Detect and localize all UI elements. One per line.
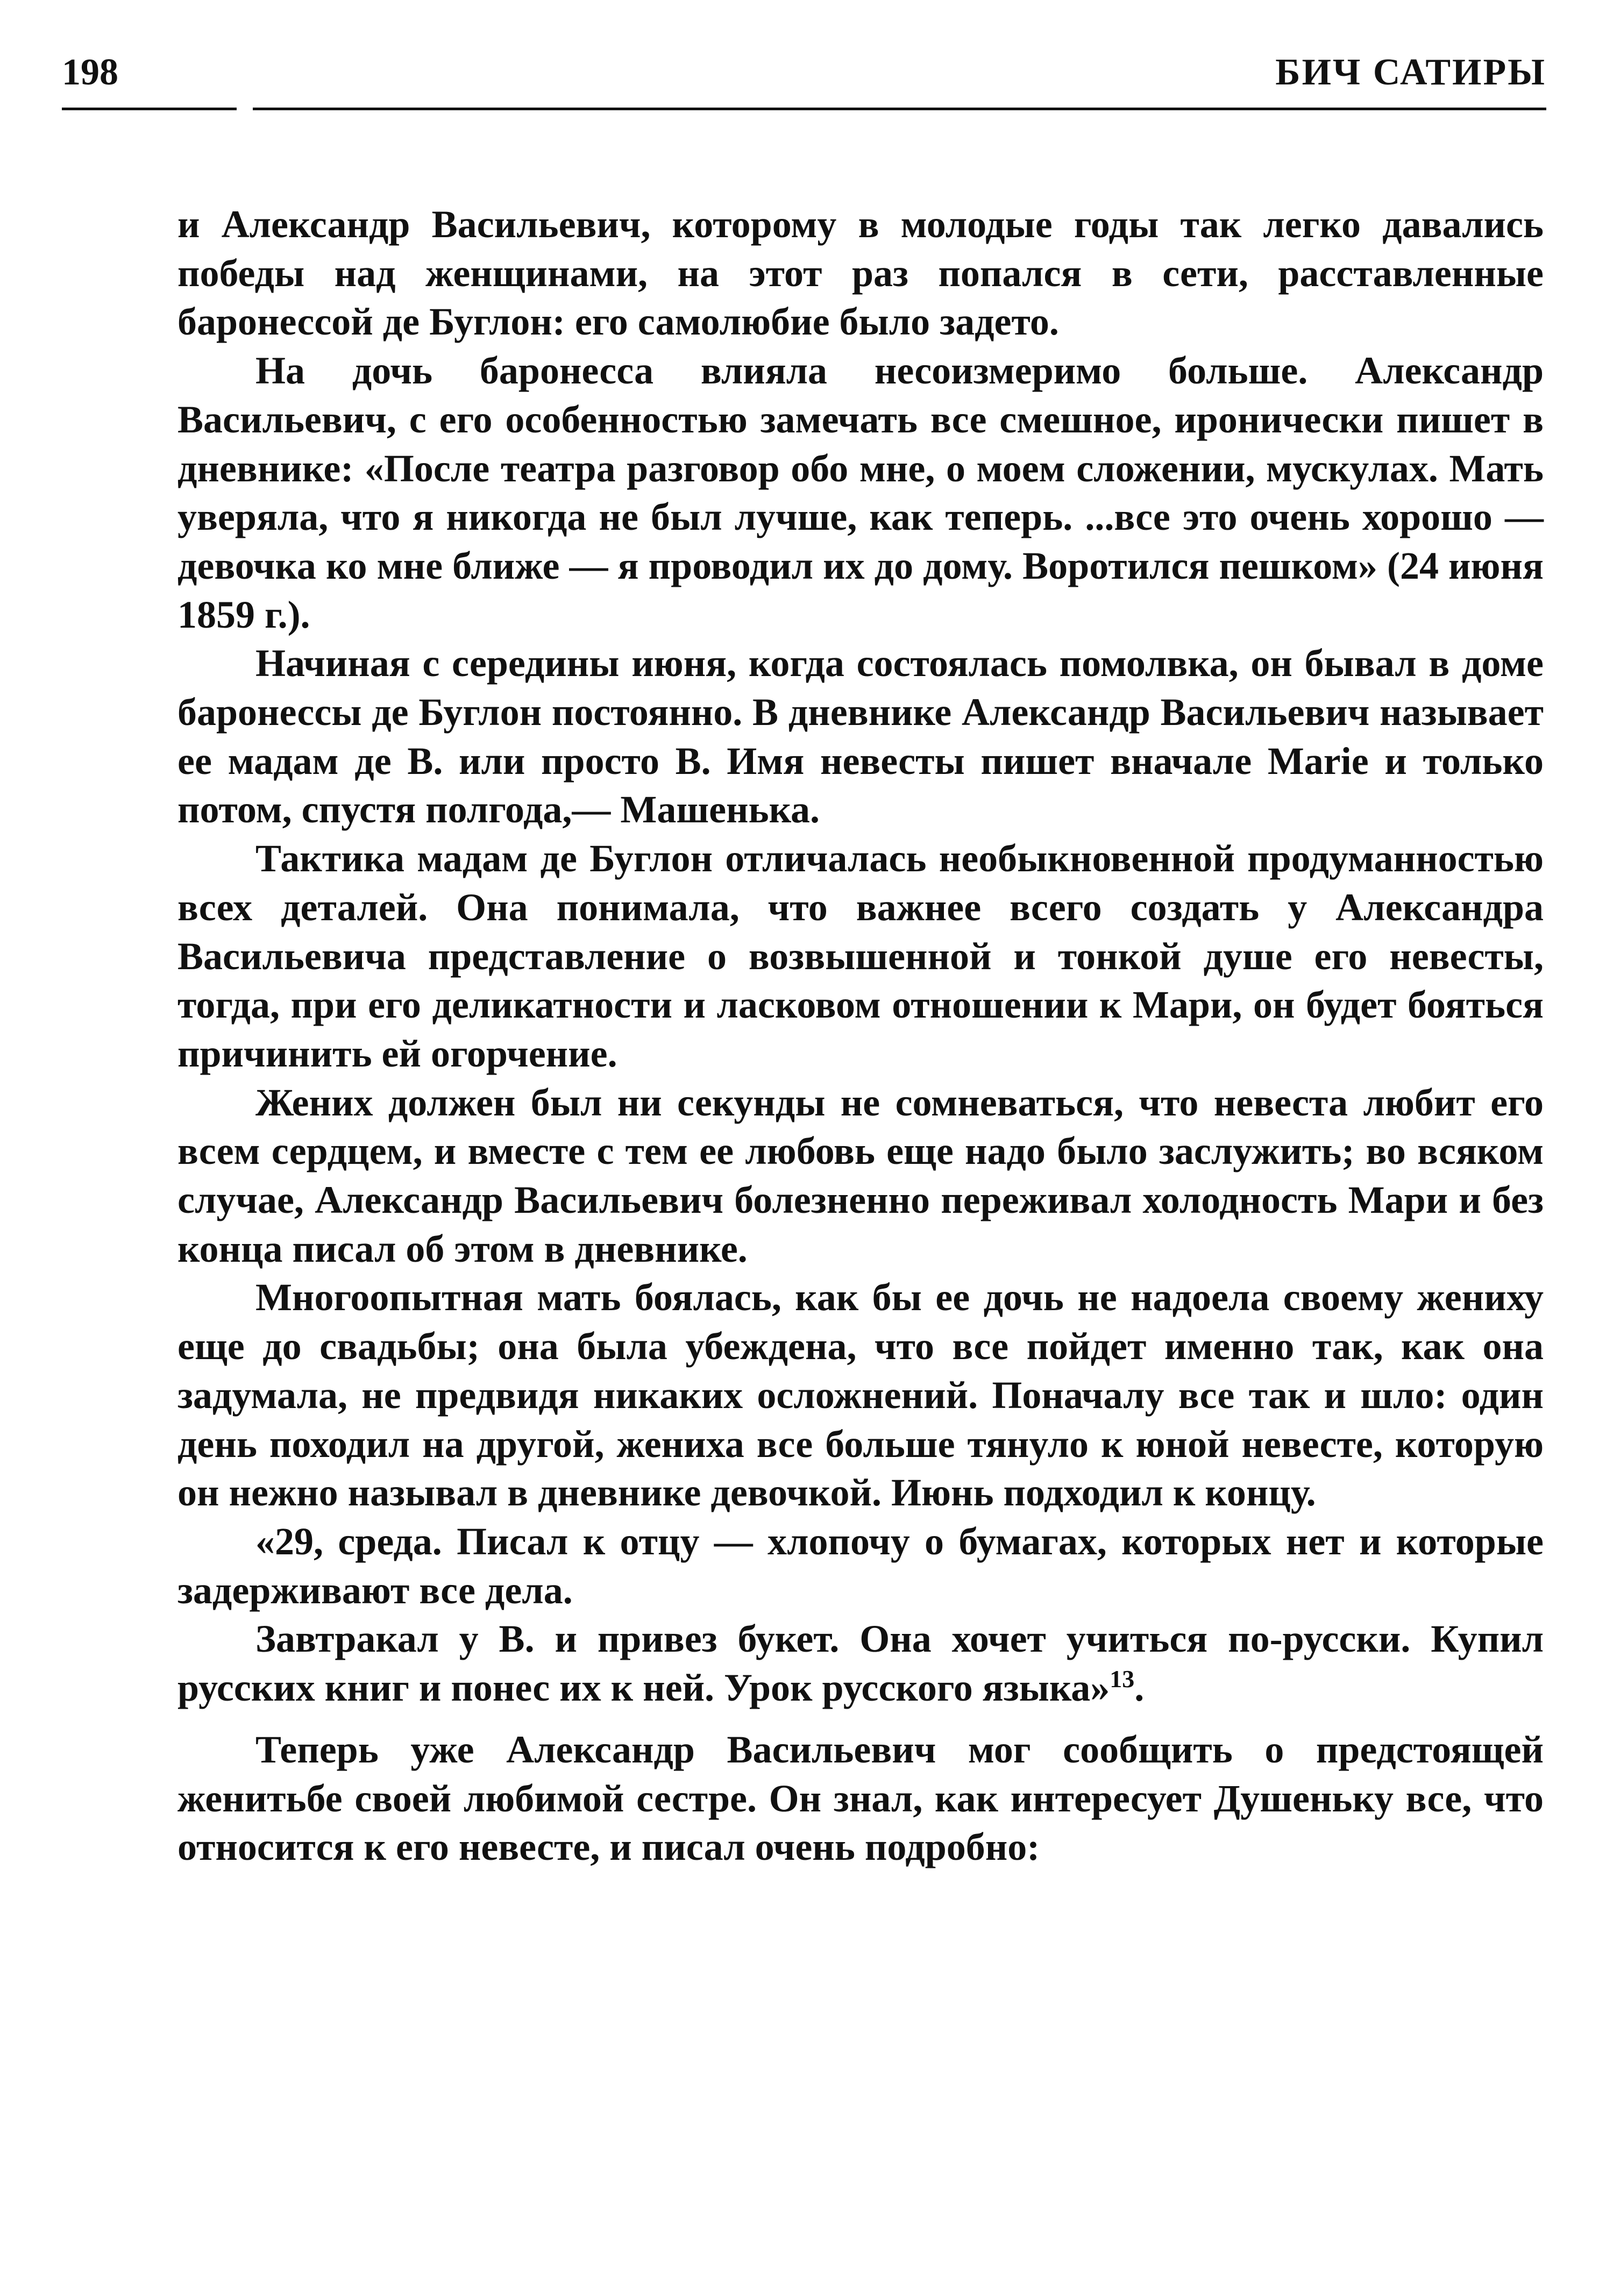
paragraph-3: Начиная с середины июня, когда состоялась помолвка, он бывал в доме баронессы де Буглон постоянно. В дневнике Александр Васильевич называет ее мадам де В. или просто В. Имя невесты пишет вначале Marie и только потом, спустя полгода,— Машенька. [177,642,1544,831]
diary-quote-text: Завтракал у В. и привез букет. Она хочет учиться по-русски. Купил русских книг и понес их к ней. Урок русского языка» [177,1617,1544,1710]
body-text [177,200,1544,1872]
header-rule-left [62,108,237,110]
diary-quote-paragraph-1: «29, среда. Писал к отцу — хлопочу о бумагах, которых нет и которые задерживают все дела. [177,1519,1544,1612]
paragraph-5: Жених должен был ни секунды не сомневаться, что невеста любит его всем сердцем, и вместе с тем ее любовь еще надо было заслужить; во всяком случае, Александр Васильевич болезненно переживал холодность Мари и без конца писал об этом в дневнике. [177,1081,1544,1270]
running-head-title: БИЧ САТИРЫ [1275,52,1546,93]
paragraph-4: Тактика мадам де Буглон отличалась необыкновенной продуманностью всех деталей. Она понимала, что важнее всего создать у Александра Васильевича представление о возвышенной и тонкой душе его невесты, тогда, при его деликатности и ласковом отношении к Мари, он будет бояться причинить ей огорчение. [177,837,1544,1075]
paragraph-6: Многоопытная мать боялась, как бы ее дочь не надоела своему жениху еще до свадьбы; она была убеждена, что все пойдет именно так, как она задумала, не предвидя никаких осложнений. Поначалу все так и шло: один день походил на другой, жениха все больше тянуло к юной невесте, которую он нежно называл в дневнике девочкой. Июнь подходил к концу. [177,1276,1544,1515]
footnote-reference: 13 [1110,1665,1135,1693]
paragraph-1: и Александр Васильевич, которому в молодые годы так легко давались победы над женщинами, на этот раз попался в сети, расставленные баронессой де Буглон: его самолюбие было задето. [177,203,1544,344]
paragraph-9: Теперь уже Александр Васильевич мог сообщить о предстоящей женитьбе своей любимой сестре. Он знал, как интересует Душеньку все, что относится к его невесте, и писал очень подробно: [177,1728,1544,1869]
running-head [62,54,1546,113]
header-rule-right [253,108,1546,110]
page-number: 198 [62,52,118,93]
paragraph-2: На дочь баронесса влияла несоизмеримо больше. Александр Васильевич, с его особенностью замечать все смешное, иронически пишет в дневнике: «После театра разговор обо мне, о моем сложении, мускулах. Мать уверяла, что я никогда не был лучше, как теперь. ...все это очень хорошо — девочка ко мне ближе — я проводил их до дому. Воротился пешком» (24 июня 1859 г.). [177,349,1544,636]
footnote-period: . [1134,1666,1145,1710]
diary-quote-paragraph-2 [177,1615,1544,1712]
